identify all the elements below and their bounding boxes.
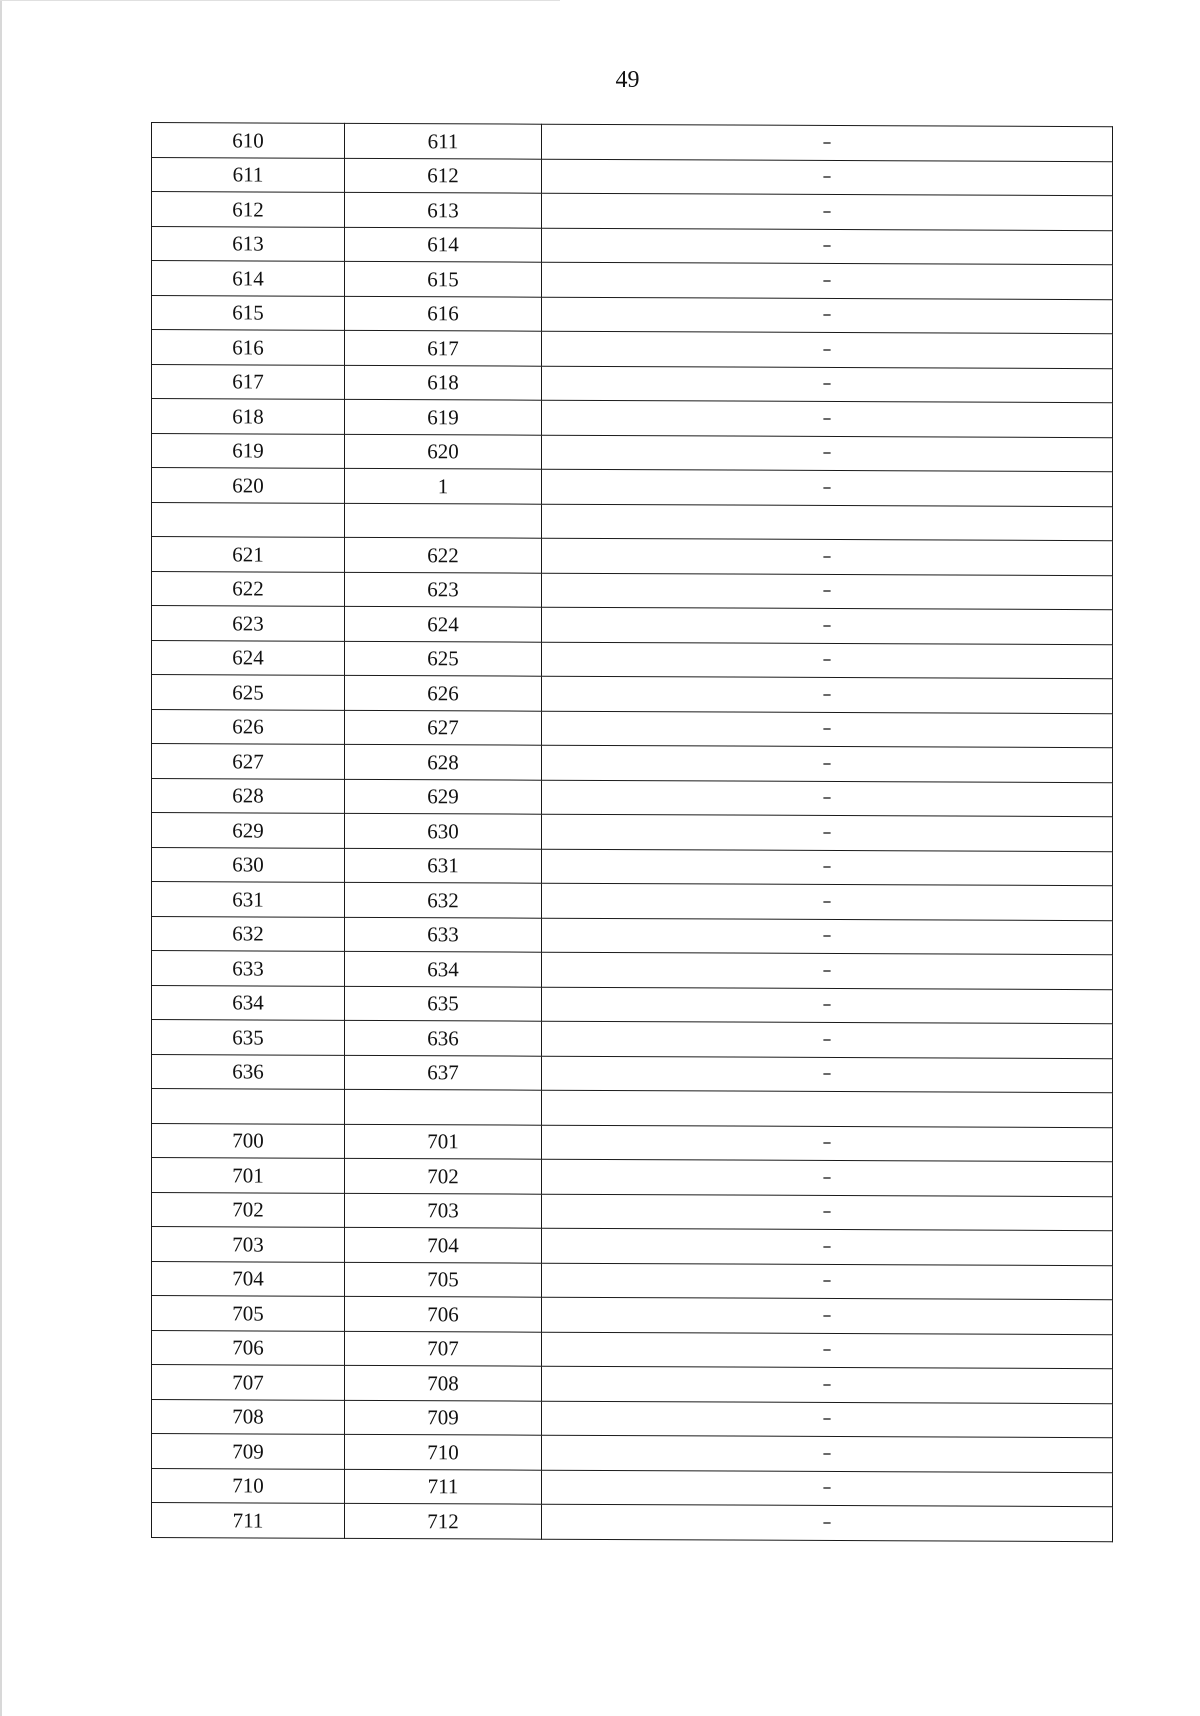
cell-value: – xyxy=(542,124,1113,161)
cell-from: 613 xyxy=(152,226,345,261)
cell-to: 617 xyxy=(345,330,542,365)
cell-to: 711 xyxy=(345,1469,542,1504)
cell-value: – xyxy=(542,1470,1113,1507)
cell-to: 703 xyxy=(345,1193,542,1228)
table-row xyxy=(152,985,1113,1024)
cell-to: 619 xyxy=(345,399,542,434)
cell-from: 612 xyxy=(152,192,345,227)
cell-value: – xyxy=(542,262,1113,299)
cell-from: 630 xyxy=(152,847,345,882)
cell-from: 611 xyxy=(152,157,345,192)
table-row xyxy=(152,882,1113,921)
scan-top-edge xyxy=(0,0,560,1)
cell-value: – xyxy=(542,366,1113,403)
cell-to: 708 xyxy=(345,1365,542,1400)
table-row xyxy=(152,951,1113,990)
cell-to xyxy=(345,503,542,538)
table-row xyxy=(152,606,1113,645)
cell-from: 631 xyxy=(152,882,345,917)
cell-value: – xyxy=(542,607,1113,644)
cell-from: 632 xyxy=(152,916,345,951)
cell-value: – xyxy=(542,1297,1113,1334)
cell-from: 708 xyxy=(152,1399,345,1434)
cell-to: 632 xyxy=(345,882,542,917)
cell-value: – xyxy=(542,1263,1113,1300)
table-row xyxy=(152,1123,1113,1162)
cell-value: – xyxy=(542,711,1113,748)
cell-to: 636 xyxy=(345,1020,542,1055)
cell-from: 617 xyxy=(152,364,345,399)
table-row xyxy=(152,1158,1113,1197)
cell-to: 625 xyxy=(345,641,542,676)
cell-from: 618 xyxy=(152,399,345,434)
cell-from: 634 xyxy=(152,985,345,1020)
cell-to: 626 xyxy=(345,675,542,710)
cell-to: 634 xyxy=(345,951,542,986)
cell-value: – xyxy=(542,1401,1113,1438)
cell-to: 702 xyxy=(345,1158,542,1193)
table-row xyxy=(152,1192,1113,1231)
cell-from: 610 xyxy=(152,123,345,158)
cell-from: 633 xyxy=(152,951,345,986)
cell-to: 615 xyxy=(345,261,542,296)
cell-value: – xyxy=(542,987,1113,1024)
table-row xyxy=(152,226,1113,265)
cell-from: 706 xyxy=(152,1330,345,1365)
cell-value: – xyxy=(542,745,1113,782)
table-row xyxy=(152,709,1113,748)
cell-from: 707 xyxy=(152,1365,345,1400)
table-row xyxy=(152,1399,1113,1438)
cell-value: – xyxy=(542,1332,1113,1369)
table-row xyxy=(152,778,1113,817)
cell-to: 612 xyxy=(345,158,542,193)
cell-from: 625 xyxy=(152,675,345,710)
cell-from: 628 xyxy=(152,778,345,813)
cell-value: – xyxy=(542,228,1113,265)
cell-from: 703 xyxy=(152,1227,345,1262)
cell-value: – xyxy=(542,676,1113,713)
table-row xyxy=(152,1330,1113,1369)
table-row xyxy=(152,1020,1113,1059)
cell-from xyxy=(152,1089,345,1124)
table-row xyxy=(152,744,1113,783)
cell-value: – xyxy=(542,1228,1113,1265)
cell-to: 633 xyxy=(345,917,542,952)
cell-to: 701 xyxy=(345,1124,542,1159)
table-row xyxy=(152,640,1113,679)
cell-to: 624 xyxy=(345,606,542,641)
table-row xyxy=(152,537,1113,576)
cell-value: – xyxy=(542,642,1113,679)
cell-to: 611 xyxy=(345,123,542,158)
table-row xyxy=(152,1365,1113,1404)
cell-to: 705 xyxy=(345,1262,542,1297)
scan-left-edge xyxy=(0,0,2,1716)
cell-from: 621 xyxy=(152,537,345,572)
table-row xyxy=(152,571,1113,610)
cell-value: – xyxy=(542,469,1113,506)
cell-from: 710 xyxy=(152,1468,345,1503)
cell-value: – xyxy=(542,883,1113,920)
cell-to: 710 xyxy=(345,1434,542,1469)
cell-value: – xyxy=(542,435,1113,472)
cell-to: 635 xyxy=(345,986,542,1021)
cell-value: – xyxy=(542,400,1113,437)
table-row xyxy=(152,261,1113,300)
cell-to: 704 xyxy=(345,1227,542,1262)
cell-to: 630 xyxy=(345,813,542,848)
cell-from: 623 xyxy=(152,606,345,641)
cell-from: 636 xyxy=(152,1054,345,1089)
cell-to: 631 xyxy=(345,848,542,883)
cell-to: 616 xyxy=(345,296,542,331)
cell-from: 700 xyxy=(152,1123,345,1158)
cell-value: – xyxy=(542,538,1113,575)
cell-value: – xyxy=(542,1366,1113,1403)
cell-value: – xyxy=(542,1159,1113,1196)
cell-value: – xyxy=(542,1194,1113,1231)
table-row xyxy=(152,1054,1113,1093)
table-row xyxy=(152,364,1113,403)
cell-to: 614 xyxy=(345,227,542,262)
cell-to: 620 xyxy=(345,434,542,469)
cell-to xyxy=(345,1089,542,1124)
table-body xyxy=(152,123,1113,1542)
table-row xyxy=(152,847,1113,886)
cell-to: 709 xyxy=(345,1400,542,1435)
cell-value: – xyxy=(542,193,1113,230)
cell-to: 623 xyxy=(345,572,542,607)
page-number: 49 xyxy=(615,67,640,93)
table-row xyxy=(152,192,1113,231)
cell-from: 627 xyxy=(152,744,345,779)
cell-from: 629 xyxy=(152,813,345,848)
cell-value: – xyxy=(542,331,1113,368)
cell-value xyxy=(542,504,1113,541)
cell-to: 628 xyxy=(345,744,542,779)
cell-value: – xyxy=(542,814,1113,851)
cell-to: 622 xyxy=(345,537,542,572)
table-row xyxy=(152,399,1113,438)
cell-from: 704 xyxy=(152,1261,345,1296)
table-row xyxy=(152,916,1113,955)
cell-to: 706 xyxy=(345,1296,542,1331)
table-row xyxy=(152,1227,1113,1266)
cell-value: – xyxy=(542,918,1113,955)
cell-value xyxy=(542,1090,1113,1127)
cell-value: – xyxy=(542,1056,1113,1093)
cell-from: 616 xyxy=(152,330,345,365)
cell-from: 705 xyxy=(152,1296,345,1331)
cell-value: – xyxy=(542,1504,1113,1541)
cell-from: 622 xyxy=(152,571,345,606)
cell-value: – xyxy=(542,1125,1113,1162)
cell-from: 620 xyxy=(152,468,345,503)
cell-value: – xyxy=(542,573,1113,610)
mapping-table xyxy=(151,122,1113,1542)
cell-value: – xyxy=(542,1435,1113,1472)
cell-value: – xyxy=(542,780,1113,817)
cell-to: 618 xyxy=(345,365,542,400)
cell-from: 619 xyxy=(152,433,345,468)
table-row xyxy=(152,1261,1113,1300)
table-row xyxy=(152,123,1113,162)
cell-to: 1 xyxy=(345,468,542,503)
cell-value: – xyxy=(542,1021,1113,1058)
table-row xyxy=(152,1089,1113,1128)
cell-from: 702 xyxy=(152,1192,345,1227)
mapping-table-container xyxy=(151,122,1112,1542)
cell-value: – xyxy=(542,159,1113,196)
cell-to: 629 xyxy=(345,779,542,814)
cell-from xyxy=(152,502,345,537)
cell-from: 615 xyxy=(152,295,345,330)
cell-from: 711 xyxy=(152,1503,345,1538)
table-row xyxy=(152,813,1113,852)
table-row xyxy=(152,1503,1113,1542)
table-row xyxy=(152,1468,1113,1507)
cell-from: 624 xyxy=(152,640,345,675)
cell-to: 707 xyxy=(345,1331,542,1366)
table-row xyxy=(152,502,1113,541)
table-row xyxy=(152,433,1113,472)
cell-value: – xyxy=(542,297,1113,334)
cell-from: 709 xyxy=(152,1434,345,1469)
cell-from: 614 xyxy=(152,261,345,296)
cell-from: 626 xyxy=(152,709,345,744)
table-row xyxy=(152,157,1113,196)
table-row xyxy=(152,295,1113,334)
cell-from: 635 xyxy=(152,1020,345,1055)
cell-to: 712 xyxy=(345,1503,542,1538)
cell-to: 613 xyxy=(345,192,542,227)
table-row xyxy=(152,1434,1113,1473)
table-row xyxy=(152,1296,1113,1335)
table-row xyxy=(152,468,1113,507)
cell-value: – xyxy=(542,952,1113,989)
cell-from: 701 xyxy=(152,1158,345,1193)
table-row xyxy=(152,330,1113,369)
cell-value: – xyxy=(542,849,1113,886)
cell-to: 637 xyxy=(345,1055,542,1090)
table-row xyxy=(152,675,1113,714)
cell-to: 627 xyxy=(345,710,542,745)
